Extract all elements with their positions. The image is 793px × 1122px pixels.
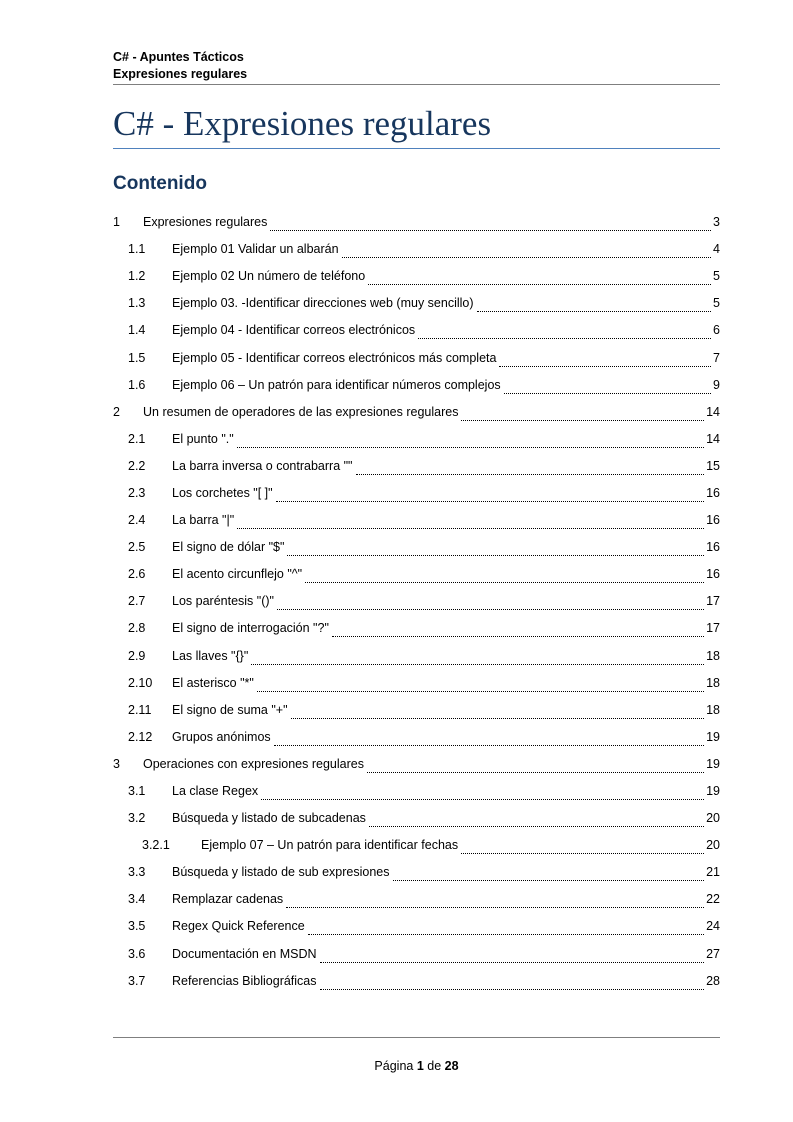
header-chapter-title: Expresiones regulares [113, 67, 248, 81]
toc-entry[interactable] [113, 453, 720, 480]
toc-entry[interactable] [113, 724, 720, 751]
toc-entry-number: 1.3 [128, 296, 146, 311]
toc-entry-page: 5 [713, 269, 720, 284]
footer-divider [113, 1037, 720, 1038]
toc-dot-leader [308, 922, 704, 935]
toc-entry-title: El punto "." [172, 431, 234, 446]
toc-dot-leader [461, 841, 704, 854]
toc-entry-title: Expresiones regulares [143, 215, 268, 230]
toc-entry[interactable] [113, 480, 720, 507]
footer-page-prefix: Página [374, 1059, 414, 1073]
header-book-title: C# - Apuntes Tácticos [113, 50, 244, 64]
toc-dot-leader [369, 814, 704, 827]
toc-entry-number: 1.6 [128, 377, 146, 392]
toc-entry-title: Ejemplo 05 - Identificar correos electrónicos más completa [172, 350, 497, 365]
toc-entry[interactable] [113, 588, 720, 615]
toc-entry-number: 3.7 [128, 973, 146, 988]
toc-entry-title: El asterisco "*" [172, 675, 254, 690]
toc-entry-page: 16 [706, 513, 720, 528]
toc-dot-leader [332, 624, 704, 637]
toc-entry-number: 3.1 [128, 784, 146, 799]
toc-entry[interactable] [113, 805, 720, 832]
toc-entry[interactable] [113, 344, 720, 371]
table-of-contents [113, 209, 720, 995]
toc-entry-page: 21 [706, 865, 720, 880]
toc-entry-page: 15 [706, 458, 720, 473]
toc-dot-leader [257, 679, 704, 692]
toc-entry-page: 4 [713, 242, 720, 257]
toc-entry-title: Ejemplo 03. -Identificar direcciones web (muy sencillo) [172, 296, 474, 311]
toc-entry[interactable] [113, 236, 720, 263]
toc-entry-number: 3.4 [128, 892, 146, 907]
toc-entry-title: Regex Quick Reference [172, 919, 305, 934]
toc-entry-title: El signo de interrogación "?" [172, 621, 329, 636]
toc-entry-number: 2.7 [128, 594, 146, 609]
toc-entry-title: Los corchetes "[ ]" [172, 485, 273, 500]
toc-entry-title: Remplazar cadenas [172, 892, 284, 907]
toc-dot-leader [393, 868, 705, 881]
toc-dot-leader [356, 462, 705, 475]
toc-dot-leader [477, 299, 712, 312]
toc-entry-title: Las llaves "{}" [172, 648, 249, 663]
toc-entry[interactable] [113, 209, 720, 236]
toc-entry-page: 19 [706, 756, 720, 771]
toc-dot-leader [320, 950, 705, 963]
toc-entry-page: 27 [706, 946, 720, 961]
toc-entry-number: 3.5 [128, 919, 146, 934]
toc-dot-leader [342, 245, 712, 258]
toc-entry-page: 16 [706, 485, 720, 500]
toc-entry-page: 20 [706, 811, 720, 826]
toc-entry-title: La barra "|" [172, 513, 235, 528]
toc-entry-page: 19 [706, 729, 720, 744]
toc-entry-number: 2.11 [128, 702, 152, 717]
toc-entry-number: 1.5 [128, 350, 146, 365]
toc-heading: Contenido [113, 173, 207, 194]
toc-entry-number: 2.9 [128, 648, 146, 663]
toc-entry[interactable] [113, 670, 720, 697]
toc-entry-title: Grupos anónimos [172, 729, 271, 744]
toc-entry[interactable] [113, 751, 720, 778]
toc-entry-page: 18 [706, 675, 720, 690]
toc-entry[interactable] [113, 697, 720, 724]
toc-entry-title: El signo de dólar "$" [172, 540, 285, 555]
toc-entry[interactable] [113, 317, 720, 344]
document-title: C# - Expresiones regulares [113, 104, 492, 143]
toc-entry-number: 2.3 [128, 485, 146, 500]
toc-entry[interactable] [113, 615, 720, 642]
toc-entry-page: 14 [706, 404, 720, 419]
toc-dot-leader [270, 218, 711, 231]
toc-entry-number: 2.12 [128, 729, 153, 744]
toc-entry-page: 17 [706, 594, 720, 609]
toc-dot-leader [251, 652, 704, 665]
toc-entry-page: 28 [706, 973, 720, 988]
toc-entry-title: La barra inversa o contrabarra "" [172, 458, 353, 473]
toc-entry[interactable] [113, 507, 720, 534]
toc-dot-leader [368, 272, 711, 285]
toc-entry-title: Documentación en MSDN [172, 946, 317, 961]
toc-entry[interactable] [113, 968, 720, 995]
page-header [113, 49, 720, 83]
toc-entry-page: 24 [706, 919, 720, 934]
footer-current-page: 1 [416, 1059, 424, 1073]
toc-entry[interactable] [113, 886, 720, 913]
toc-entry-number: 1 [113, 215, 120, 230]
toc-entry-title: La clase Regex [172, 784, 259, 799]
toc-entry-title: Ejemplo 06 – Un patrón para identificar números complejos [172, 377, 501, 392]
toc-entry-number: 2.10 [128, 675, 153, 690]
toc-entry[interactable] [113, 399, 720, 426]
toc-entry-title: Referencias Bibliográficas [172, 973, 317, 988]
toc-dot-leader [261, 787, 704, 800]
toc-entry-number: 3.3 [128, 865, 146, 880]
toc-entry-title: Los paréntesis "()" [172, 594, 274, 609]
footer-page-middle: de [427, 1059, 442, 1073]
toc-entry[interactable] [113, 913, 720, 940]
toc-entry-number: 2.1 [128, 431, 146, 446]
toc-entry[interactable] [113, 290, 720, 317]
toc-dot-leader [274, 733, 704, 746]
toc-entry-page: 17 [706, 621, 720, 636]
toc-entry-page: 19 [706, 784, 720, 799]
toc-entry[interactable] [113, 426, 720, 453]
toc-entry-page: 9 [713, 377, 720, 392]
toc-dot-leader [277, 597, 704, 610]
toc-entry-title: Operaciones con expresiones regulares [143, 756, 364, 771]
toc-entry-page: 22 [706, 892, 720, 907]
toc-entry-page: 5 [713, 296, 720, 311]
page-footer [113, 1058, 720, 1075]
toc-entry-page: 18 [706, 702, 720, 717]
toc-entry[interactable] [113, 263, 720, 290]
toc-entry-title: Búsqueda y listado de subcadenas [172, 811, 366, 826]
toc-dot-leader [237, 516, 704, 529]
toc-entry-number: 3.6 [128, 946, 146, 961]
toc-entry-number: 2.5 [128, 540, 146, 555]
toc-entry-number: 2.4 [128, 513, 146, 528]
toc-dot-leader [276, 489, 705, 502]
toc-entry-title: Ejemplo 01 Validar un albarán [172, 242, 339, 257]
toc-entry-number: 2.2 [128, 458, 146, 473]
toc-entry[interactable] [113, 372, 720, 399]
toc-entry-page: 20 [706, 838, 720, 853]
toc-entry-number: 2 [113, 404, 120, 419]
toc-entry-page: 18 [706, 648, 720, 663]
toc-entry-title: Ejemplo 07 – Un patrón para identificar fechas [201, 838, 459, 853]
toc-entry[interactable] [113, 534, 720, 561]
toc-dot-leader [504, 381, 711, 394]
toc-entry-number: 3.2 [128, 811, 146, 826]
toc-dot-leader [286, 895, 704, 908]
toc-dot-leader [237, 435, 704, 448]
toc-entry-number: 3.2.1 [142, 838, 170, 853]
title-underline [113, 148, 720, 149]
toc-entry-number: 1.2 [128, 269, 146, 284]
toc-entry-title: El signo de suma "+" [172, 702, 288, 717]
toc-dot-leader [291, 706, 705, 719]
toc-entry-page: 6 [713, 323, 720, 338]
toc-dot-leader [461, 408, 704, 421]
toc-entry-title: Ejemplo 02 Un número de teléfono [172, 269, 366, 284]
toc-dot-leader [418, 326, 711, 339]
toc-entry-number: 2.8 [128, 621, 146, 636]
toc-entry-page: 14 [706, 431, 720, 446]
footer-total-pages: 28 [444, 1059, 459, 1073]
toc-entry-number: 1.1 [128, 242, 146, 257]
header-divider [113, 84, 720, 85]
toc-entry-number: 2.6 [128, 567, 146, 582]
toc-dot-leader [367, 760, 704, 773]
toc-entry-page: 16 [706, 567, 720, 582]
toc-entry-page: 16 [706, 540, 720, 555]
toc-entry-page: 7 [713, 350, 720, 365]
toc-entry[interactable] [113, 941, 720, 968]
document-page [113, 0, 720, 1122]
toc-entry[interactable] [113, 832, 720, 859]
toc-entry-title: Un resumen de operadores de las expresiones regulares [143, 404, 459, 419]
toc-dot-leader [287, 543, 704, 556]
toc-dot-leader [499, 354, 711, 367]
toc-entry-title: Ejemplo 04 - Identificar correos electrónicos [172, 323, 416, 338]
toc-entry[interactable] [113, 643, 720, 670]
toc-entry-number: 1.4 [128, 323, 146, 338]
toc-entry-title: Búsqueda y listado de sub expresiones [172, 865, 390, 880]
toc-dot-leader [320, 977, 705, 990]
toc-entry[interactable] [113, 859, 720, 886]
toc-entry[interactable] [113, 561, 720, 588]
toc-entry-number: 3 [113, 756, 120, 771]
toc-dot-leader [305, 570, 704, 583]
toc-entry-title: El acento circunflejo "^" [172, 567, 303, 582]
toc-entry[interactable] [113, 778, 720, 805]
toc-entry-page: 3 [713, 215, 720, 230]
